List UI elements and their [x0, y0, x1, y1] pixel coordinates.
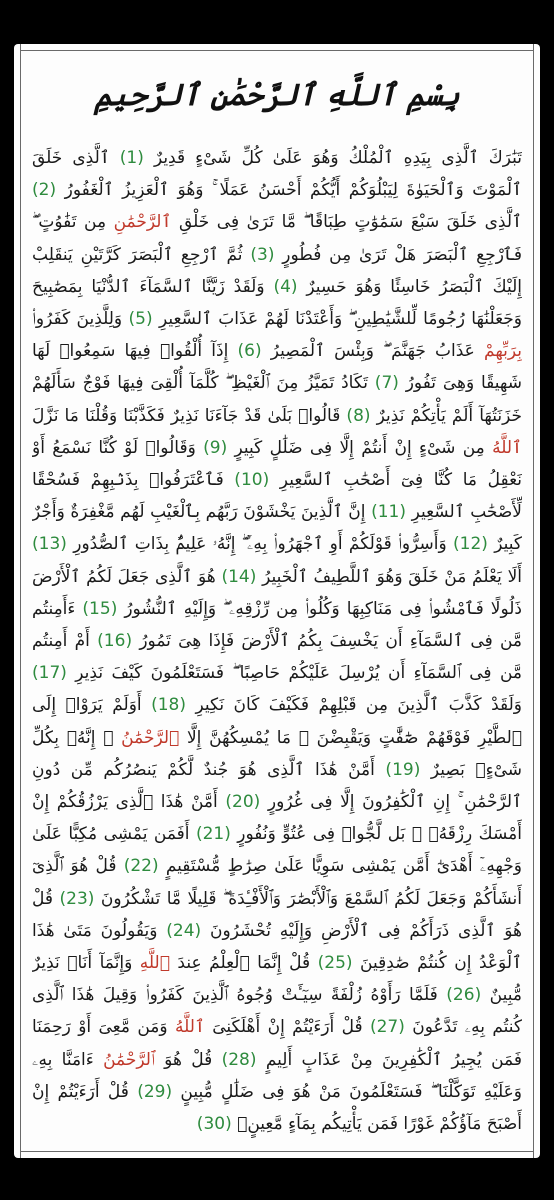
divine-name: ٱلرَّحْمَٰنُ	[121, 727, 180, 748]
verse-text: وَقَالُوا۟ لَوْ كُنَّا نَسْمَعُ أَوْ نَعْقِلُ مَا كُنَّا فِىٓ أَصْحَٰبِ ٱلسَّعِيرِ	[32, 437, 522, 491]
verse-text: ثُمَّ ٱرْجِعِ ٱلْبَصَرَ كَرَّتَيْنِ يَنقَلِبْ إِلَيْكَ ٱلْبَصَرُ خَاسِئًا وَهُوَ حَسِيرٌ	[32, 244, 522, 297]
verse-number: (15)	[82, 598, 118, 619]
verse-number: (7)	[374, 373, 399, 394]
verse-text: وَلِلَّذِينَ كَفَرُوا۟	[32, 309, 129, 330]
verse-text: قُلْ إِنَّمَا ٱلْعِلْمُ عِندَ	[169, 953, 318, 974]
verse-number: (14)	[221, 566, 257, 587]
verse-text: ٱلَّذِى خَلَقَ سَبْعَ سَمَٰوَٰتٍ طِبَاقًا ۖ مَّا تَرَىٰ فِى خَلْقِ	[171, 212, 522, 233]
verse-text: فَلَمَّا رَأَوْهُ زُلْفَةً سِيٓـَٔتْ وُجُوهُ ٱلَّذِينَ كَفَرُوا۟ وَقِيلَ هَٰذَا ٱلَّذِى كُنتُم بِهِۦ تَدَّعُونَ	[32, 985, 522, 1038]
verse-number: (30)	[196, 1114, 232, 1135]
verse-text: قُلْ أَرَءَيْتُمْ إِنْ أَهْلَكَنِىَ	[204, 1017, 370, 1038]
verse-text: وَمَن مَّعِىَ أَوْ رَحِمَنَا فَمَن يُجِيرُ ٱلْكَٰفِرِينَ مِنْ عَذَابٍ أَلِيمٍ	[32, 1017, 522, 1070]
verse-number: (10)	[234, 470, 270, 491]
verse-text: وَإِنَّمَآ أَنَا۠ نَذِيرٌ مُّبِينٌ	[32, 953, 522, 1006]
verse-number: (21)	[195, 824, 231, 845]
verse-number: (4)	[273, 276, 298, 297]
verse-number: (1)	[119, 148, 144, 168]
verse-text: أَوَلَمْ يَرَوْا۟ إِلَى ٱلطَّيْرِ فَوْقَهُمْ صَٰٓفَّٰتٍ وَيَقْبِضْنَ ۚ مَا يُمْسِكُهُنَّ إِلَّا	[32, 695, 522, 748]
verse-number: (23)	[59, 888, 95, 909]
divine-name: بِرَبِّهِمْ	[484, 341, 522, 362]
surah-text	[32, 142, 522, 1138]
verse-number: (6)	[237, 341, 262, 362]
verse-text: أَمْ أَمِنتُم مَّن فِى ٱلسَّمَآءِ أَن يُرْسِلَ عَلَيْكُمْ حَاصِبًا ۖ فَسَتَعْلَمُونَ كَيْفَ نَذِيرِ	[32, 631, 522, 684]
verse-text: قُلْ هُوَ	[154, 1049, 222, 1070]
verse-text: تَبَٰرَكَ ٱلَّذِى بِيَدِهِ ٱلْمُلْكُ وَهُوَ عَلَىٰ كُلِّ شَىْءٍ قَدِيرٌ	[143, 148, 522, 168]
verse-number: (9)	[203, 437, 228, 458]
verse-text: عَذَابُ جَهَنَّمَ ۖ وَبِئْسَ ٱلْمَصِيرُ	[261, 341, 484, 362]
verse-text: ءَامَنَّا بِهِۦ وَعَلَيْهِ تَوَكَّلْنَا ۖ فَسَتَعْلَمُونَ مَنْ هُوَ فِى ضَلَٰلٍ مُّبِينٍ	[32, 1049, 522, 1102]
verse-number: (29)	[137, 1081, 173, 1102]
page-frame-top	[20, 50, 534, 51]
verse-number: (17)	[32, 663, 67, 684]
verse-text: تَكَادُ تَمَيَّزُ مِنَ ٱلْغَيْظِ ۖ كُلَّمَآ أُلْقِىَ فِيهَا فَوْجٌ سَأَلَهُمْ خَزَنَتُهَآ أَلَمْ يَأْتِكُمْ نَذِيرٌ	[32, 373, 522, 426]
divine-name: ٱللَّهِ	[139, 953, 170, 974]
verse-number: (13)	[32, 534, 67, 555]
verse-text: قَالُوا۟ بَلَىٰ قَدْ جَآءَنَا نَذِيرٌ فَكَذَّبْنَا وَقُلْنَا مَا نَزَّلَ	[32, 405, 347, 426]
verse-text: وَلَقَدْ زَيَّنَّا ٱلسَّمَآءَ ٱلدُّنْيَا بِمَصَٰبِيحَ وَجَعَلْنَٰهَا رُجُومًا لِّلشَّيَٰطِينِ ۖ وَأَعْتَدْنَا لَهُمْ عَذَابَ ٱلسَّعِيرِ	[32, 276, 522, 330]
page-frame-right	[533, 44, 534, 1158]
verse-text: ءَأَمِنتُم مَّن فِى ٱلسَّمَآءِ أَن يَخْسِفَ بِكُمُ ٱلْأَرْضَ فَإِذَا هِىَ تَمُورُ	[32, 598, 522, 652]
verse-number: (5)	[128, 309, 153, 330]
verse-text: ۚ إِنَّهُۥ بِكُلِّ شَىْءٍۭ بَصِيرٌ	[32, 727, 522, 780]
verse-text: أَمَّنْ هَٰذَا ٱلَّذِى يَرْزُقُكُمْ إِنْ أَمْسَكَ رِزْقَهُۥ ۚ بَل لَّجُّوا۟ فِى عُتُوٍّ وَنُفُورٍ	[32, 792, 522, 845]
page-frame-left	[20, 44, 21, 1158]
divine-name: ٱلرَّحْمَٰنِ	[113, 212, 172, 233]
page-frame-bottom	[20, 1151, 534, 1152]
verse-number: (26)	[446, 985, 482, 1006]
divine-name: ٱللَّهُ	[492, 437, 522, 458]
mushaf-page	[14, 44, 540, 1158]
verse-text: قُلْ هُوَ ٱلَّذِىٓ أَنشَأَكُمْ وَجَعَلَ لَكُمُ ٱلسَّمْعَ وَٱلْأَبْصَٰرَ وَٱلْأَفْـِٔدَةَ ۖ قَلِيلًا مَّا تَشْكُرُونَ	[32, 856, 522, 909]
verse-number: (16)	[97, 631, 133, 652]
verse-text: مِن تَفَٰوُتٍ ۖ فَٱرْجِعِ ٱلْبَصَرَ هَلْ تَرَىٰ مِن فُطُورٍ	[32, 212, 522, 265]
verse-text: أَمَّنْ هَٰذَا ٱلَّذِى هُوَ جُندٌ لَّكُمْ يَنصُرُكُم مِّن دُونِ ٱلرَّحْمَٰنِ ۚ إِنِ ٱلْكَٰفِرُونَ إِلَّا فِى غُرُورٍ	[32, 759, 522, 813]
verse-text: ٱلَّذِى خَلَقَ ٱلْمَوْتَ وَٱلْحَيَوٰةَ لِيَبْلُوَكُمْ أَيُّكُمْ أَحْسَنُ عَمَلًا ۚ وَهُوَ ٱلْعَزِيزُ ٱلْغَفُورُ	[32, 148, 522, 201]
verse-number: (22)	[123, 856, 159, 877]
verse-text: أَفَمَن يَمْشِى مُكِبًّا عَلَىٰ وَجْهِهِۦٓ أَهْدَىٰٓ أَمَّن يَمْشِى سَوِيًّا عَلَىٰ صِرَٰطٍ مُّسْتَقِيمٍ	[32, 824, 522, 877]
verse-text: قُلْ هُوَ ٱلَّذِى ذَرَأَكُمْ فِى ٱلْأَرْضِ وَإِلَيْهِ تُحْشَرُونَ	[32, 888, 522, 941]
verse-text: أَلَا يَعْلَمُ مَنْ خَلَقَ وَهُوَ ٱللَّطِيفُ ٱلْخَبِيرُ	[256, 566, 522, 587]
verse-number: (8)	[346, 405, 371, 426]
verse-text: مِن شَىْءٍ إِنْ أَنتُمْ إِلَّا فِى ضَلَٰلٍ كَبِيرٍ	[227, 437, 493, 458]
verse-text: وَيَقُولُونَ مَتَىٰ هَٰذَا ٱلْوَعْدُ إِن كُنتُمْ صَٰدِقِينَ	[32, 920, 522, 974]
verse-number: (18)	[151, 695, 187, 716]
verse-text: وَأَسِرُّوا۟ قَوْلَكُمْ أَوِ ٱجْهَرُوا۟ بِهِۦٓ ۖ إِنَّهُۥ عَلِيمٌۢ بِذَاتِ ٱلصُّدُورِ	[66, 534, 454, 555]
verse-text: هُوَ ٱلَّذِى جَعَلَ لَكُمُ ٱلْأَرْضَ ذَلُولًا فَٱمْشُوا۟ فِى مَنَاكِبِهَا وَكُلُوا۟ مِن رِّزْقِهِۦ ۖ وَإِلَيْهِ ٱلنُّشُورُ	[32, 566, 522, 619]
verse-text: إِنَّ ٱلَّذِينَ يَخْشَوْنَ رَبَّهُم بِٱلْغَيْبِ لَهُم مَّغْفِرَةٌ وَأَجْرٌ كَبِيرٌ	[32, 502, 522, 555]
verse-number: (11)	[371, 502, 407, 523]
verse-number: (28)	[221, 1049, 257, 1070]
verse-text: وَلَقَدْ كَذَّبَ ٱلَّذِينَ مِن قَبْلِهِمْ فَكَيْفَ كَانَ نَكِيرِ	[186, 695, 522, 716]
divine-name: ٱلرَّحْمَٰنُ	[103, 1049, 155, 1070]
verse-number: (24)	[166, 920, 202, 941]
verse-text: قُلْ أَرَءَيْتُمْ إِنْ أَصْبَحَ مَآؤُكُمْ غَوْرًا فَمَن يَأْتِيكُم بِمَآءٍ مَّعِينٍۭ	[32, 1081, 522, 1135]
verse-text: فَٱعْتَرَفُوا۟ بِذَنۢبِهِمْ فَسُحْقًا لِّأَصْحَٰبِ ٱلسَّعِيرِ	[32, 470, 522, 523]
basmala-heading: بِسْمِ ٱللَّهِ ٱلرَّحْمَٰنِ ٱلرَّحِيمِ	[94, 78, 460, 113]
verse-text: إِذَآ أُلْقُوا۟ فِيهَا سَمِعُوا۟ لَهَا شَهِيقًا وَهِىَ تَفُورُ	[32, 341, 522, 394]
verse-number: (2)	[32, 180, 57, 201]
verse-number: (12)	[453, 534, 488, 555]
verse-number: (20)	[225, 792, 261, 813]
verse-number: (25)	[317, 953, 353, 974]
verse-number: (27)	[369, 1017, 405, 1038]
verse-number: (3)	[250, 244, 275, 265]
verse-number: (19)	[385, 759, 421, 780]
divine-name: ٱللَّهُ	[174, 1017, 205, 1038]
